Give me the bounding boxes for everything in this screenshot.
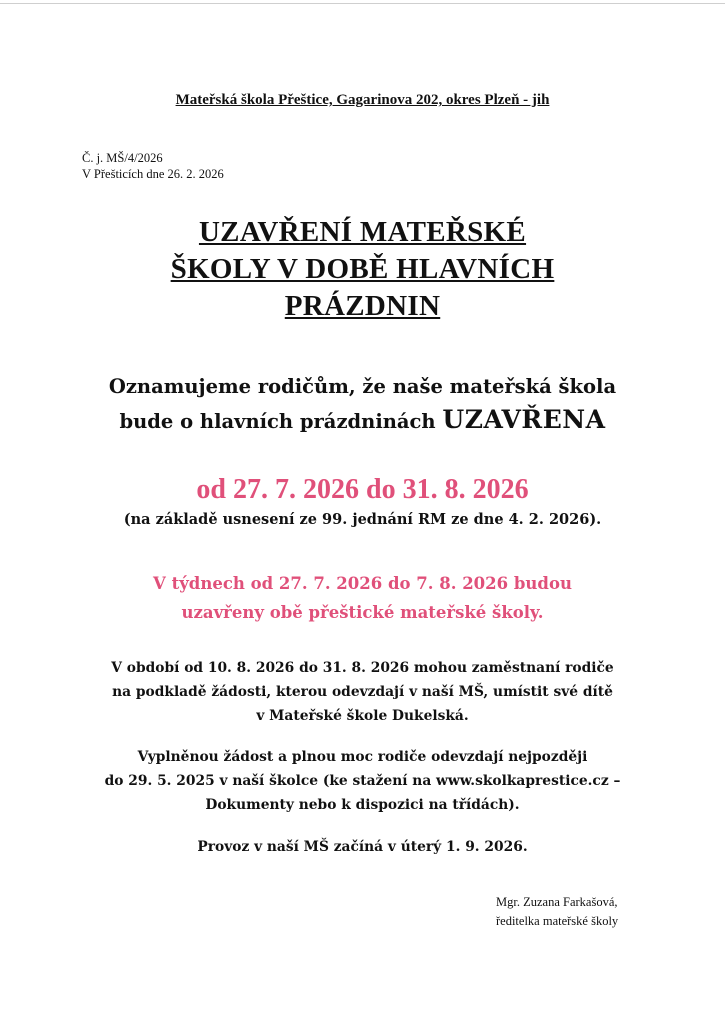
weeks-line-1: V týdnech od 27. 7. 2026 do 7. 8. 2026 budou bbox=[153, 574, 572, 593]
paragraph2-line-1: Vyplněnou žádost a plnou moc rodiče odevzdají nejpozději bbox=[137, 749, 588, 765]
closure-dates: od 27. 7. 2026 do 31. 8. 2026 bbox=[196, 474, 529, 505]
reopening-paragraph: Provoz v naší MŠ začíná v úterý 1. 9. 2026. bbox=[197, 839, 528, 855]
council-resolution-note: (na základě usnesení ze 99. jednání RM ze dne 4. 2. 2026). bbox=[123, 511, 602, 528]
school-header: Mateřská škola Přeštice, Gagarinova 202, okres Plzeň - jih bbox=[175, 92, 550, 108]
weeks-closure-note bbox=[0, 569, 725, 627]
signatory-role: ředitelka mateřské školy bbox=[496, 914, 619, 928]
alternative-care-paragraph bbox=[0, 656, 725, 728]
announcement-line-2 bbox=[0, 403, 725, 438]
application-paragraph bbox=[0, 745, 725, 817]
title-line-1: UZAVŘENÍ MATEŘSKÉ bbox=[198, 216, 527, 248]
paragraph2-line-3: Dokumenty nebo k dispozici na třídách). bbox=[205, 797, 520, 813]
reference-block bbox=[82, 150, 224, 182]
paragraph2-line-2: do 29. 5. 2025 v naší školce (ke stažení na www.skolkaprestice.cz – bbox=[104, 773, 621, 789]
signatory-name: Mgr. Zuzana Farkašová, bbox=[496, 895, 618, 909]
reference-number: Č. j. MŠ/4/2026 bbox=[82, 151, 163, 165]
paragraph1-line-3: v Mateřské škole Dukelská. bbox=[256, 708, 469, 724]
closed-emphasis: UZAVŘENA bbox=[442, 405, 606, 434]
issue-date: V Přešticích dne 26. 2. 2026 bbox=[82, 167, 224, 181]
title-line-2: ŠKOLY V DOBĚ HLAVNÍCH bbox=[170, 253, 555, 285]
announcement bbox=[0, 370, 725, 438]
signature-block bbox=[496, 893, 618, 931]
paragraph1-line-2: na podkladě žádosti, kterou odevzdají v naší MŠ, umístit své dítě bbox=[112, 684, 613, 700]
title-line-3: PRÁZDNIN bbox=[284, 290, 441, 322]
notice-title bbox=[0, 214, 725, 325]
top-divider bbox=[0, 3, 725, 4]
announcement-line-2-text: bude o hlavních prázdninách bbox=[119, 410, 436, 433]
paragraph1-line-1: V období od 10. 8. 2026 do 31. 8. 2026 mohou zaměstnaní rodiče bbox=[111, 660, 614, 676]
weeks-line-2: uzavřeny obě přeštické mateřské školy. bbox=[181, 603, 544, 622]
announcement-line-1: Oznamujeme rodičům, že naše mateřská škola bbox=[108, 375, 617, 398]
